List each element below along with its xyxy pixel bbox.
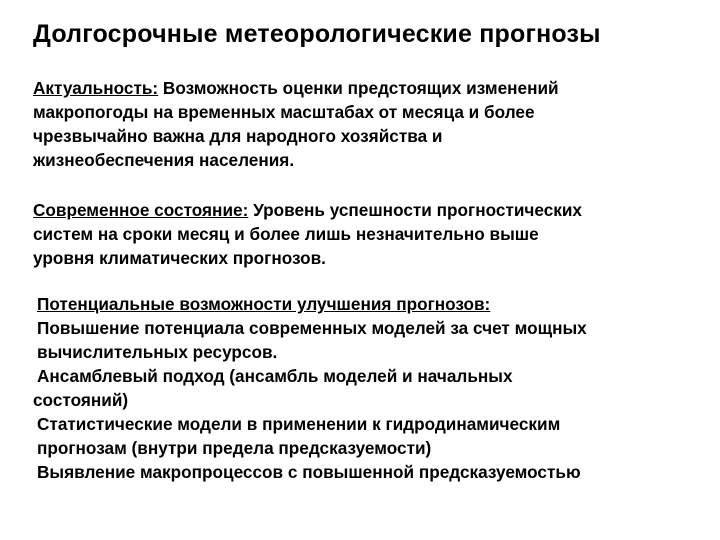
improvements-heading <box>33 292 587 316</box>
current-state-paragraph <box>33 198 582 270</box>
improvements-line-1: Повышение потенциала современных моделей за счет мощных <box>37 318 587 338</box>
improvements-line-3: Ансамблевый подход (ансамбль моделей и начальных <box>37 366 513 386</box>
improvements-line-6: прогнозам (внутри предела предсказуемости) <box>37 438 432 458</box>
relevance-line-3: чрезвычайно важна для народного хозяйства и <box>33 126 443 146</box>
relevance-text-1: Возможность оценки предстоящих изменений <box>158 78 559 98</box>
current-state-line-3: уровня климатических прогнозов. <box>33 248 326 268</box>
improvements-line-7: Выявление макропроцессов с повышенной предсказуемостью <box>37 462 581 482</box>
slide-title: Долгосрочные метеорологические прогнозы <box>33 20 601 48</box>
improvements-line-2: вычислительных ресурсов. <box>37 342 278 362</box>
improvements-line-5: Статистические модели в применении к гидродинамическим <box>37 414 561 434</box>
relevance-label: Актуальность: <box>33 78 159 98</box>
relevance-line-2: макропогоды на временных масштабах от месяца и более <box>33 102 535 122</box>
current-state-line-2: систем на сроки месяц и более лишь незначительно выше <box>33 224 539 244</box>
current-state-line-1 <box>33 198 582 222</box>
improvements-paragraph <box>33 292 587 484</box>
relevance-line-1 <box>33 76 559 100</box>
relevance-paragraph <box>33 76 559 172</box>
improvements-line-4: состояний) <box>33 390 129 410</box>
relevance-line-4: жизнеобеспечения населения. <box>33 150 295 170</box>
improvements-label: Потенциальные возможности улучшения прогнозов: <box>37 294 491 314</box>
current-state-label: Современное состояние: <box>33 200 249 220</box>
current-state-text-1: Уровень успешности прогностических <box>248 200 582 220</box>
